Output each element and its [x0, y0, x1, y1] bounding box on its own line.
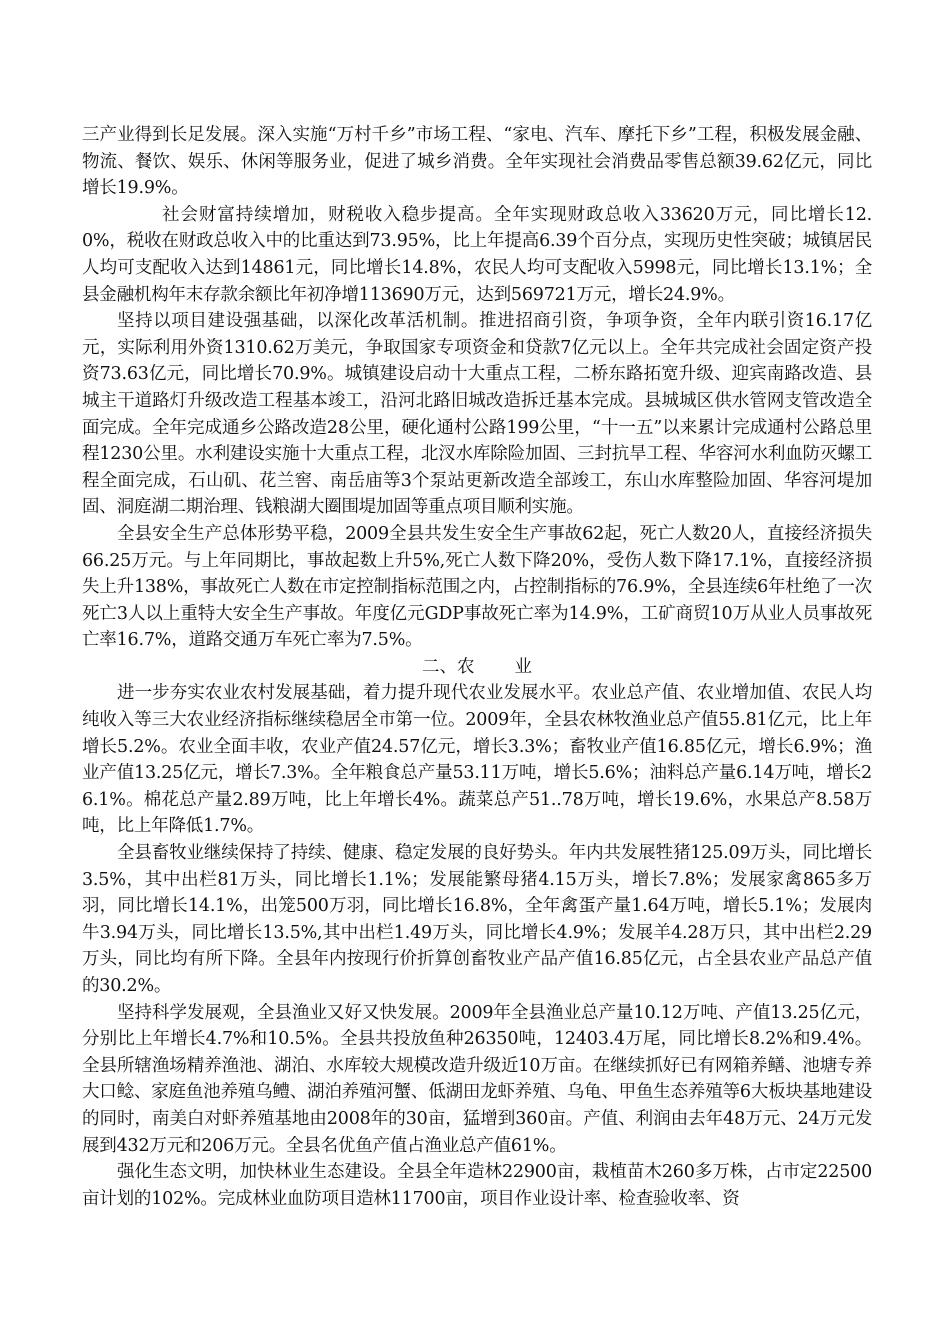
section-heading-right: 业 — [514, 656, 532, 677]
section-heading-agriculture — [82, 654, 872, 681]
paragraph-project-construction: 坚持以项目建设强基础，以深化改革活机制。推进招商引资，争项争资，全年内联引资16.17亿元，实际利用外资1310.62万美元，争取国家专项资金和贷款7亿元以上。全年共完成社会固定资产投资73.63亿元，同比增长70.9%。城镇建设启动十大重点工程，二桥东路拓宽升级、迎宾南路改造、县城主干道路灯升级改造工程基本竣工，沿河北路旧城改造拆迁基本完成。县城城区供水管网支管改造全面完成。全年完成通乡公路改造28公里，硬化通村公路199公里，“十一五”以来累计完成通村公路总里程1230公里。水利建设实施十大重点工程，北汊水库除险加固、三封抗旱工程、华容河水利血防灭螺工程全面完成，石山矶、花兰窖、南岳庙等3个泵站更新改造全部竣工，东山水库整险加固、华容河堤加固、洞庭湖二期治理、钱粮湖大圈围堤加固等重点项目顺利实施。 — [82, 311, 872, 518]
document-page — [82, 122, 872, 1212]
paragraph-fiscal-revenue: 社会财富持续增加，财税收入稳步提高。全年实现财政总收入33620万元，同比增长12.0%，税收在财政总收入中的比重达到73.95%，比上年提高6.39个百分点，实现历史性突破；城镇居民人均可支配收入达到14861元，同比增长14.8%，农民人均可支配收入5998元，同比增长13.1%；全县金融机构年末存款余额比年初净增113690万元，达到569721万元，增长24.9%。 — [82, 204, 872, 305]
paragraph-tertiary-industry: 三产业得到长足发展。深入实施“万村千乡”市场工程、“家电、汽车、摩托下乡”工程，积极发展金融、物流、餐饮、娱乐、休闲等服务业，促进了城乡消费。全年实现社会消费品零售总额39.62亿元，同比增长19.9%。 — [82, 125, 872, 199]
paragraph-fishery: 坚持科学发展观，全县渔业又好又快发展。2009年全县渔业总产量10.12万吨、产值13.25亿元，分别比上年增长4.7%和10.5%。全县共投放鱼种26350吨，12403.4万尾，同比增长8.2%和9.4%。全县所辖渔场精养渔池、湖泊、水库较大规模改造升级近10万亩。在继续抓好已有网箱养鳝、池塘专养大口鲶、家庭鱼池养殖乌鳢、湖泊养殖河蟹、低湖田龙虾养殖、乌龟、甲鱼生态养殖等6大板块基地建设的同时，南美白对虾养殖基地由2008年的30亩，猛增到360亩。产值、利润由去年48万元、24万元发展到432万元和206万元。全县名优鱼产值占渔业总产值61%。 — [82, 1002, 872, 1156]
paragraph-forestry: 强化生态文明，加快林业生态建设。全县全年造林22900亩，栽植苗木260多万株，占市定22500亩计划的102%。完成林业血防项目造林11700亩，项目作业设计率、检查验收率、资 — [82, 1162, 872, 1209]
paragraph-animal-husbandry: 全县畜牧业继续保持了持续、健康、稳定发展的良好势头。年内共发展牲猪125.09万头，同比增长3.5%，其中出栏81万头，同比增长1.1%；发展能繁母猪4.15万头，增长7.8%；发展家禽865多万羽，同比增长14.1%，出笼500万羽，同比增长16.8%，全年禽蛋产量1.64万吨，增长5.1%；发展肉牛3.94万头，同比增长13.5%,其中出栏1.49万头，同比增长4.9%；发展羊4.28万只，其中出栏2.29万头，同比均有所下降。全县年内按现行价折算创畜牧业产品产值16.85亿元，占全县农业产品总产值的30.2%。 — [82, 843, 872, 996]
paragraph-safety-production: 全县安全生产总体形势平稳，2009全县共发生安全生产事故62起，死亡人数20人，直接经济损失66.25万元。与上年同期比，事故起数上升5%,死亡人数下降20%，受伤人数下降17.1%，直接经济损失上升138%，事故死亡人数在市定控制指标范围之内，占控制指标的76.9%，全县连续6年杜绝了一次死亡3人以上重特大安全生产事故。年度亿元GDP事故死亡率为14.9%，工矿商贸10万从业人员事故死亡率16.7%，道路交通万车死亡率为7.5%。 — [82, 523, 872, 651]
paragraph-agriculture-overview: 进一步夯实农业农村发展基础，着力提升现代农业发展水平。农业总产值、农业增加值、农民人均纯收入等三大农业经济指标继续稳居全市第一位。2009年，全县农林牧渔业总产值55.81亿元，比上年增长5.2%。农业全面丰收，农业产值24.57亿元，增长3.3%；畜牧业产值16.85亿元，增长6.9%；渔业产值13.25亿元，增长7.3%。全年粮食总产量53.11万吨，增长5.6%；油料总产量6.14万吨，增长26.1%。棉花总产量2.89万吨，比上年增长4%。蔬菜总产51..78万吨，增长19.6%，水果总产8.58万吨，比上年降低1.7%。 — [82, 683, 872, 837]
section-heading-left: 二、农 — [422, 656, 475, 677]
